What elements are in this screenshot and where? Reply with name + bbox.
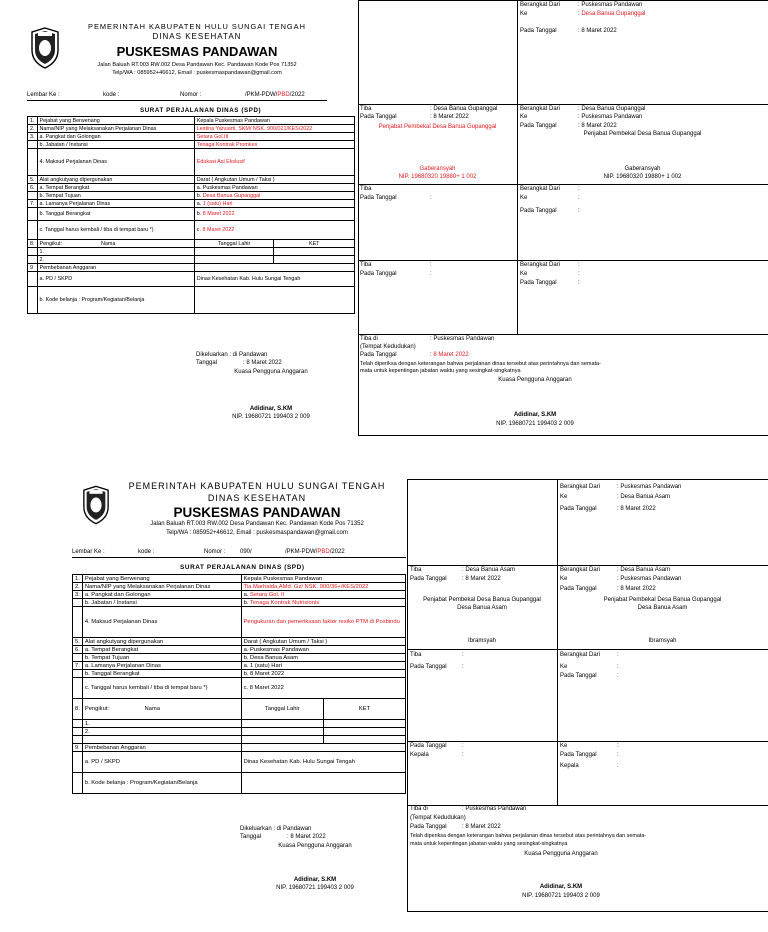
- dikeluarkan-text: Dikeluarkan : di Pandawan: [196, 352, 268, 358]
- kuasa-label: Kuasa Pengguna Anggaran: [234, 369, 308, 375]
- lembar-ke-label: Lembar Ke :: [27, 92, 60, 98]
- header-contact: Telp/WA : 085952+46612, Email : puskesmaspandawan@gmail.com: [112, 70, 282, 76]
- header-contact-b: Telp/WA : 085952+46612, Email : puskesmaspandawan@gmail.com: [166, 530, 348, 536]
- nomor-suffix: /PKM-PDW/PBD/2022: [245, 92, 305, 98]
- header-line-3-b: PUSKESMAS PANDAWAN: [173, 505, 341, 520]
- header-line-1: PEMERINTAH KABUPATEN HULU SUNGAI TENGAH: [88, 22, 306, 31]
- header-address: Jalan Baluah RT.003 RW.002 Desa Pandawan Kec. Pandawan Kode Pos 71352: [97, 62, 297, 68]
- spd-table-2: 1. Pejabat yang Berwenang Kepala Puskesmas Pandawan 2. Nama/NIP yang Melaksanakan Perjalanan Dinas Tia Marhalda,AMd. Gz/ NSK. 900/36+/KES/2022 3. a. Pangkat dan Golongan a. Setara Gol. II b. Jabatan / Instansi b. Tenaga Kontrak Nutrisionis 4. Maksud Perjalanan Dinas Pengukuran dan pemeriksaan faktor resiko PTM di Posbindu 5. Alat angkutyang dipergunakan Darat ( Angkutan Umum / Taksi ) 6. a. Tempat Berangkat a. Puskesmas Pandawan b. Tempat Tujuan b. Desa Banua Asam 7. a. Lamanya Perjalanan Dinas a. 1 (satu) Hari b. Tanggal Berangkat b. 8 Maret 2022 c. Tanggal harus kembali / tiba di tempat baru *) c. 8 Maret 2022 8. Pengikut: Nama Tanggal Lahir KET 1. 2. 9 Pembebanan Anggaran a. PD / SKPD Dinas Kesehatan Kab. Hulu Sungai Tengah b. Kode belanja : Program/Kegiatan/Belanja: [72, 574, 406, 794]
- spd-table-1: 1. Pejabat yang Berwenang Kepala Puskesmas Pandawan 2. Nama/NIP yang Melaksanakan Perjalanan Dinas Lestina Yanuarti, SKM/ NSK. 900/021/KES/2022 3. a. Pangkat dan Golongan Setara Gol.III b. Jabatan / Instansi Tenaga Kontrak Promkes 4. Maksud Perjalanan Dinas Edukasi Asi Ekslusif 5. Alat angkutyang dipergunakan Darat ( Angkutan Umum / Taksi ) 6. a. Tempat Berangkat a. Puskesmas Pandawan b. Tempat Tujuan b. Desa Banua Gupanggal 7. a. Lamanya Perjalanan Dinas a. 1 (satu) Hari b. Tanggal Berangkat b. 8 Maret 2022 c. Tanggal harus kembali / tiba di tempat baru *) c. 8 Maret 2022 8. Pengikut: Nama Tanggal Lahir KET 1. 2. 9 Pembebanan Anggaran a. PD / SKPD Dinas Kesehatan Kab. Hulu Sungai Tengah b. Kode belanja : Program/Kegiatan/Belanja: [27, 116, 355, 314]
- header-line-3: PUSKESMAS PANDAWAN: [116, 44, 278, 59]
- header-line-2-b: DINAS KESEHATAN: [207, 493, 307, 503]
- header-address-b: Jalan Baluah RT.003 RW.002 Desa Pandawan Kec. Pandawan Kode Pos 71352: [150, 521, 364, 527]
- nomor-label: Nomor :: [180, 92, 202, 98]
- kabupaten-logo-icon: [30, 26, 60, 70]
- header-line-1-b: PEMERINTAH KABUPATEN HULU SUNGAI TENGAH: [128, 481, 386, 491]
- header-line-2: DINAS KESEHATAN: [152, 32, 242, 41]
- kode-label: kode :: [103, 92, 120, 98]
- tanggal-value: : 8 Maret 2022: [243, 360, 282, 366]
- signer-nip: NIP. 19680721 199403 2 009: [232, 414, 310, 420]
- signer-name: Adidinar, S.KM: [249, 406, 293, 412]
- form-title: SURAT PERJALANAN DINAS (SPD): [140, 107, 262, 114]
- kabupaten-logo-icon-2: [82, 484, 110, 526]
- tanggal-label: Tanggal: [196, 360, 218, 366]
